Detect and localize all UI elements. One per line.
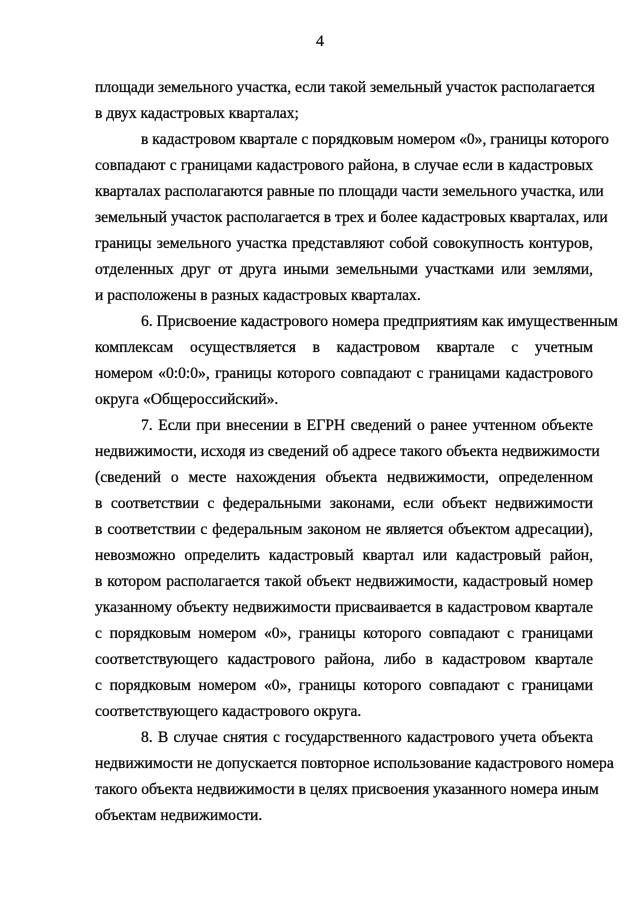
document-body — [95, 75, 618, 829]
text-line: такого объекта недвижимости в целях присвоения указанного номера иным — [95, 781, 599, 798]
paragraph — [95, 309, 618, 413]
text-line: (сведений о месте нахождения объекта недвижимости, определенном — [95, 469, 593, 486]
text-line: комплексам осуществляется в кадастровом квартале с учетным — [95, 339, 593, 356]
text-line: с порядковым номером «0», границы которого совпадают с границами — [95, 625, 593, 642]
text-line: недвижимости, исходя из сведений об адресе такого объекта недвижимости — [95, 443, 600, 460]
text-line: соответствующего кадастрового района, либо в кадастровом квартале — [95, 651, 593, 668]
text-line: в соответствии с федеральными законами, если объект недвижимости — [95, 495, 593, 512]
paragraph — [95, 75, 593, 127]
paragraph — [95, 127, 609, 309]
text-line: отделенных друг от друга иными земельными участками или землями, — [95, 261, 593, 278]
text-line: указанному объекту недвижимости присваивается в кадастровом квартале — [95, 599, 593, 616]
text-line: невозможно определить кадастровый квартал или кадастровый район, — [95, 547, 593, 564]
text-line: округа «Общероссийский». — [95, 391, 279, 408]
paragraph — [95, 725, 614, 829]
text-line: кварталах располагаются равные по площади части земельного участка, или — [95, 183, 604, 200]
text-line: соответствующего кадастрового округа. — [95, 703, 362, 720]
text-line: площади земельного участка, если такой земельный участок располагается — [95, 79, 595, 96]
text-line: границы земельного участка представляют собой совокупность контуров, — [95, 235, 593, 252]
text-line: совпадают с границами кадастрового района, в случае если в кадастровых — [95, 157, 593, 174]
text-line: в котором располагается такой объект недвижимости, кадастровый номер — [95, 573, 593, 590]
text-line: номером «0:0:0», границы которого совпадают с границами кадастрового — [95, 365, 593, 382]
text-line: объектам недвижимости. — [95, 807, 263, 824]
text-line: 6. Присвоение кадастрового номера предприятиям как имущественным — [141, 313, 618, 330]
text-line: с порядковым номером «0», границы которого совпадают с границами — [95, 677, 593, 694]
text-line: недвижимости не допускается повторное использование кадастрового номера — [95, 755, 614, 772]
text-line: 7. Если при внесении в ЕГРН сведений о ранее учтенном объекте — [141, 417, 593, 434]
paragraph — [95, 413, 600, 725]
text-line: в двух кадастровых кварталах; — [95, 105, 299, 122]
text-line: 8. В случае снятия с государственного кадастрового учета объекта — [141, 729, 593, 746]
page-number: 4 — [316, 33, 324, 50]
text-line: в соответствии с федеральным законом не является объектом адресации), — [95, 521, 593, 538]
text-line: и расположены в разных кадастровых кварталах. — [95, 287, 421, 304]
text-line: земельный участок располагается в трех и более кадастровых кварталах, или — [95, 209, 608, 226]
text-line: в кадастровом квартале с порядковым номером «0», границы которого — [141, 131, 609, 148]
